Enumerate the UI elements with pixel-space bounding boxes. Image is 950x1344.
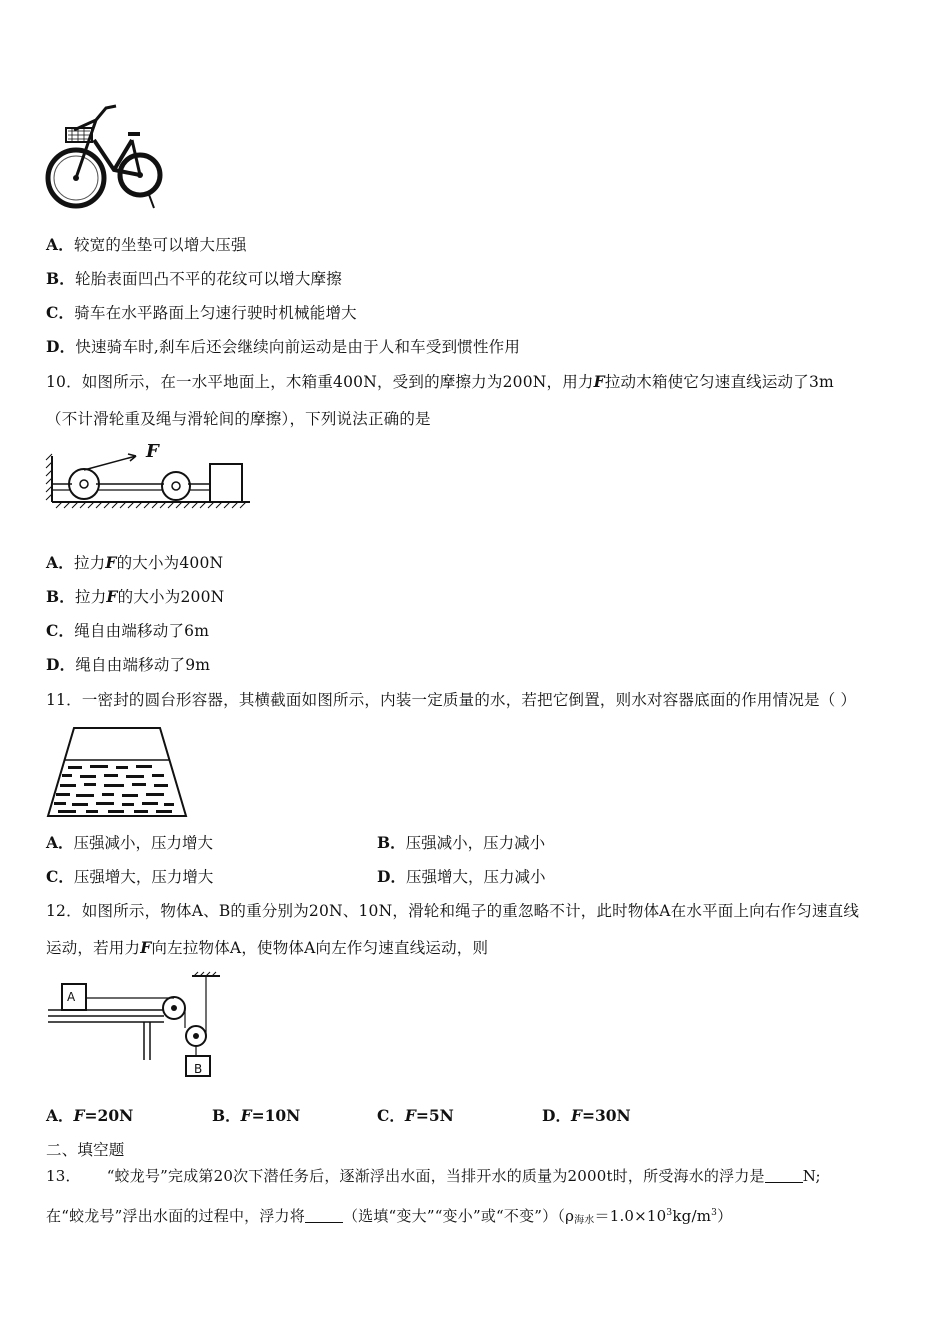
q10-option-b <box>46 587 224 607</box>
question-text: 一密封的圆台形容器，其横截面如图所示，内装一定质量的水，若把它倒置，则水对容器底面的作用情况是（ ） <box>81 691 857 709</box>
q9-option-c <box>46 303 357 323</box>
option-value: =20N <box>84 1106 134 1125</box>
option-text: 的大小为200N <box>117 588 225 606</box>
question-text: 如图所示，物体A、B的重分别为20N、10N，滑轮和绳子的重忽略不计，此时物体A在水平面上向右作匀速直线 <box>81 902 860 920</box>
rho-subscript: 海水 <box>574 1215 595 1226</box>
answer-blank[interactable] <box>305 1208 343 1223</box>
option-letter: D． <box>46 655 76 674</box>
option-text: 较宽的坐垫可以增大压强 <box>73 236 247 254</box>
q10-stem-line1 <box>46 372 834 392</box>
figure-force-label: F <box>146 441 159 462</box>
option-text: 压强增大，压力减小 <box>405 868 546 886</box>
section-title: 二、填空题 <box>46 1141 125 1159</box>
q12-option-d <box>542 1106 631 1126</box>
option-letter: B． <box>212 1106 241 1125</box>
force-symbol: F <box>570 1106 582 1125</box>
exponent: 3 <box>711 1208 718 1218</box>
force-symbol: F <box>105 553 117 572</box>
question-text: （不计滑轮重及绳与滑轮间的摩擦），下列说法正确的是 <box>46 410 431 428</box>
option-text: 轮胎表面凹凸不平的花纹可以增大摩擦 <box>75 270 342 288</box>
question-text: ＝1.0×10 <box>594 1207 667 1225</box>
option-text: 拉力 <box>73 554 106 572</box>
q12-stem-line1 <box>46 901 859 921</box>
option-text: 压强减小，压力增大 <box>73 834 214 852</box>
force-symbol: F <box>593 372 605 391</box>
q13-stem-line1 <box>46 1166 821 1186</box>
question-text: 向左拉物体A，使物体A向左作匀速直线运动，则 <box>151 939 489 957</box>
option-text: 绳自由端移动了6m <box>74 622 210 640</box>
option-letter: B． <box>377 833 406 852</box>
force-symbol: F <box>404 1106 416 1125</box>
question-text: kg/m <box>672 1207 712 1225</box>
option-text: 压强增大，压力增大 <box>73 868 214 886</box>
question-text: 运动，若用力 <box>46 939 141 957</box>
option-text: 压强减小，压力减小 <box>405 834 546 852</box>
question-text: （选填“变大”“变小”或“不变”）（ρ <box>342 1207 575 1225</box>
force-symbol: F <box>240 1106 252 1125</box>
answer-blank[interactable] <box>765 1168 803 1183</box>
figure-block-a-label: A <box>67 990 76 1004</box>
question-text: 在“蛟龙号”浮出水面的过程中，浮力将 <box>46 1207 305 1225</box>
option-text: 快速骑车时,刹车后还会继续向前运动是由于人和车受到惯性作用 <box>75 338 521 356</box>
q10-option-d <box>46 655 210 675</box>
q12-stem-line2 <box>46 938 488 958</box>
question-text: N; <box>802 1167 821 1185</box>
frustum-container-figure <box>44 724 190 820</box>
bicycle-figure <box>44 100 164 215</box>
q10-option-a <box>46 553 223 573</box>
option-text: 的大小为400N <box>116 554 224 572</box>
q11-option-d <box>377 867 545 887</box>
question-text: 拉动木箱使它匀速直线运动了3m <box>604 373 834 391</box>
question-text: ） <box>717 1207 733 1225</box>
q9-option-d <box>46 337 520 357</box>
q9-option-a <box>46 235 247 255</box>
option-letter: C． <box>46 867 74 886</box>
option-letter: A． <box>46 235 74 254</box>
q9-option-b <box>46 269 342 289</box>
option-text: 骑车在水平路面上匀速行驶时机械能增大 <box>74 304 357 322</box>
option-value: =5N <box>415 1106 454 1125</box>
option-letter: D． <box>46 337 76 356</box>
question-number: 11． <box>46 691 82 709</box>
question-text: 如图所示，在一水平地面上，木箱重400N，受到的摩擦力为200N，用力 <box>81 373 594 391</box>
option-value: =10N <box>251 1106 301 1125</box>
option-letter: C． <box>377 1106 405 1125</box>
question-number: 13． <box>46 1167 81 1185</box>
q10-option-c <box>46 621 209 641</box>
q11-stem <box>46 690 856 710</box>
q10-stem-line2 <box>46 409 431 429</box>
option-letter: C． <box>46 303 75 322</box>
q11-option-b <box>377 833 545 853</box>
figure-block-b-label: B <box>194 1062 203 1076</box>
option-letter: A． <box>46 833 74 852</box>
q12-option-b <box>212 1106 300 1126</box>
option-letter: D． <box>542 1106 571 1125</box>
option-letter: B． <box>46 269 76 288</box>
option-value: =30N <box>581 1106 631 1125</box>
q12-option-c <box>377 1106 454 1126</box>
exponent: 3 <box>666 1208 673 1218</box>
question-number: 12． <box>46 902 82 920</box>
question-text: “蛟龙号”完成第20次下潜任务后，逐渐浮出水面，当排开水的质量为2000t时，所受海水的浮力是 <box>106 1167 765 1185</box>
q13-stem-line2 <box>46 1203 732 1231</box>
option-letter: A． <box>46 1106 74 1125</box>
question-number: 10． <box>46 373 82 391</box>
force-symbol: F <box>106 587 118 606</box>
force-symbol: F <box>140 938 152 957</box>
q11-option-a <box>46 833 213 853</box>
option-text: 绳自由端移动了9m <box>75 656 211 674</box>
q12-option-a <box>46 1106 133 1126</box>
option-letter: D． <box>377 867 406 886</box>
option-letter: B． <box>46 587 76 606</box>
option-letter: A． <box>46 553 74 572</box>
force-symbol: F <box>73 1106 85 1125</box>
option-text: 拉力 <box>75 588 107 606</box>
option-letter: C． <box>46 621 75 640</box>
q11-option-c <box>46 867 213 887</box>
